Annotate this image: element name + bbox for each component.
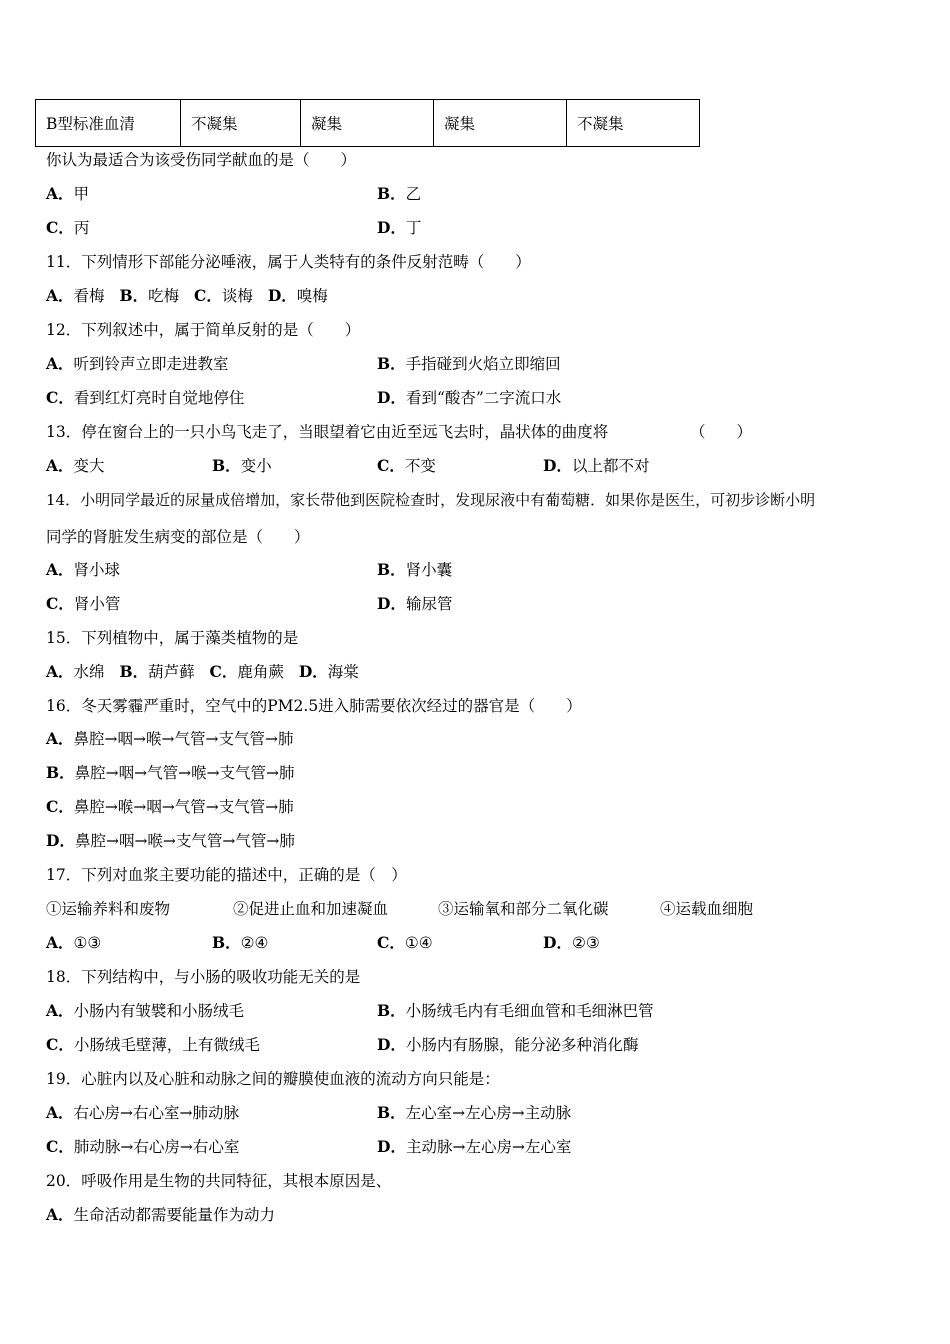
option-c: [46, 1137, 239, 1157]
question-stem: 15．下列植物中，属于藻类植物的是: [46, 629, 299, 647]
option-text: 变小: [240, 457, 272, 475]
option-text: 甲: [73, 185, 90, 203]
option-text: 鼻腔→咽→气管→喉→支气管→肺: [74, 764, 295, 782]
option-label: A．: [46, 1205, 74, 1224]
option-text: 右心房→右心室→肺动脉: [73, 1104, 240, 1122]
option-text: 海棠: [327, 663, 359, 681]
option-text: 主动脉→左心房→左心室: [405, 1138, 572, 1156]
option-c: [46, 218, 89, 238]
option-label: A．: [46, 662, 74, 681]
blood-type-table: [35, 99, 700, 147]
option-text: 肾小管: [73, 595, 121, 613]
option-label: B．: [377, 1103, 406, 1122]
option-label: B．: [46, 763, 75, 782]
statement-item: ③运输氧和部分二氧化碳: [438, 900, 609, 918]
option-text: 嗅梅: [296, 287, 328, 305]
question-stem-continued: 同学的肾脏发生病变的部位是（ ）: [46, 528, 310, 546]
option-a: [46, 933, 101, 953]
option-label: B．: [377, 184, 406, 203]
option-d: [377, 1137, 571, 1157]
option-label: B．: [377, 560, 406, 579]
option-b: [377, 184, 421, 204]
option-text: 肾小囊: [405, 561, 453, 579]
option-text: 不变: [404, 457, 436, 475]
option-label: C．: [46, 1137, 74, 1156]
option-text: 看到红灯亮时自觉地停住: [73, 389, 245, 407]
option-label: C．: [46, 1035, 74, 1054]
statement-item: ④运载血细胞: [660, 900, 754, 918]
option-text: ②④: [240, 934, 269, 952]
option-label: B．: [377, 354, 406, 373]
option-text: 以上都不对: [571, 457, 650, 475]
answer-bracket: （ ）: [690, 423, 753, 441]
option-label: C．: [46, 218, 74, 237]
option-label: C．: [209, 662, 238, 681]
option-text: 小肠内有肠腺，能分泌多种消化酶: [405, 1036, 639, 1054]
option-b: [377, 1001, 654, 1021]
option-label: C．: [46, 594, 74, 613]
option-text: 葫芦藓: [148, 663, 195, 681]
question-stem: 16．冬天雾霾严重时，空气中的PM2.5进入肺需要依次经过的器官是（ ）: [46, 697, 582, 715]
option-d: [377, 218, 421, 238]
question-stem: 11．下列情形下部能分泌唾液，属于人类特有的条件反射范畴（ ）: [46, 253, 531, 271]
option-b: [377, 1103, 571, 1123]
option-label: D．: [298, 662, 328, 681]
table-row: [36, 100, 700, 147]
option-c: [46, 1035, 260, 1055]
option-c: [46, 797, 294, 817]
question-stem: 你认为最适合为该受伤同学献血的是（ ）: [46, 151, 357, 169]
option-d: [543, 933, 600, 953]
option-text: 看到“酸杏”二字流口水: [405, 389, 562, 407]
option-c: [377, 456, 436, 476]
table-cell: 凝集: [434, 100, 567, 147]
option-text: 丙: [73, 219, 90, 237]
option-a: [46, 1001, 244, 1021]
option-label: C．: [194, 286, 222, 305]
statement-item: ②促进止血和加速凝血: [233, 900, 389, 918]
option-text: 输尿管: [405, 595, 453, 613]
option-a: [46, 729, 293, 749]
option-label: B．: [119, 286, 149, 305]
option-text: ②③: [571, 934, 600, 952]
option-label: D．: [543, 456, 572, 475]
option-text: 肺动脉→右心房→右心室: [73, 1138, 240, 1156]
question-stem: 14．小明同学最近的尿量成倍增加，家长带他到医院检查时，发现尿液中有葡萄糖．如果你是医生，可初步诊断小明: [46, 491, 816, 509]
option-label: C．: [377, 456, 405, 475]
table-cell: 凝集: [301, 100, 434, 147]
option-label: D．: [377, 1137, 406, 1156]
option-text: 听到铃声立即走进教室: [73, 355, 229, 373]
option-text: ①③: [73, 934, 102, 952]
question-stem: 12．下列叙述中，属于简单反射的是（ ）: [46, 321, 361, 339]
option-text: 乙: [405, 185, 422, 203]
option-d: [377, 388, 561, 408]
option-label: D．: [267, 286, 297, 305]
option-a: [46, 1103, 239, 1123]
option-label: A．: [46, 933, 74, 952]
option-text: ①④: [404, 934, 433, 952]
option-c: [46, 594, 120, 614]
option-label: A．: [46, 729, 74, 748]
option-text: 鼻腔→咽→喉→支气管→气管→肺: [74, 832, 295, 850]
option-a: [46, 1205, 275, 1225]
option-text: 看梅: [73, 287, 105, 305]
option-label: A．: [46, 354, 74, 373]
option-text: 丁: [405, 219, 422, 237]
option-label: A．: [46, 184, 74, 203]
option-a: [46, 354, 229, 374]
option-b: [212, 933, 268, 953]
option-c: [46, 388, 244, 408]
inline-options: [46, 662, 369, 682]
table-cell: 不凝集: [567, 100, 700, 147]
option-label: D．: [543, 933, 572, 952]
inline-options: [46, 286, 338, 306]
option-a: [46, 456, 105, 476]
question-stem: 20．呼吸作用是生物的共同特征，其根本原因是、: [46, 1172, 392, 1190]
option-text: 小肠内有皱襞和小肠绒毛: [73, 1002, 245, 1020]
option-text: 生命活动都需要能量作为动力: [73, 1206, 276, 1224]
option-text: 手指碰到火焰立即缩回: [405, 355, 561, 373]
option-label: B．: [119, 662, 149, 681]
option-text: 小肠绒毛内有毛细血管和毛细淋巴管: [405, 1002, 654, 1020]
option-b: [377, 354, 561, 374]
option-text: 鼻腔→喉→咽→气管→支气管→肺: [73, 798, 294, 816]
option-label: B．: [212, 933, 241, 952]
option-label: C．: [46, 388, 74, 407]
option-label: B．: [212, 456, 241, 475]
table-row-label: B型标准血清: [36, 100, 181, 147]
option-text: 肾小球: [73, 561, 121, 579]
option-a: [46, 184, 89, 204]
table-cell: 不凝集: [181, 100, 301, 147]
option-text: 变大: [73, 457, 105, 475]
option-c: [377, 933, 433, 953]
option-label: A．: [46, 560, 74, 579]
option-b: [212, 456, 272, 476]
question-stem: 17．下列对血浆主要功能的描述中，正确的是（ ）: [46, 866, 407, 884]
option-d: [377, 1035, 638, 1055]
option-d: [46, 831, 295, 851]
option-text: 鹿角蕨: [237, 663, 284, 681]
option-label: B．: [377, 1001, 406, 1020]
option-b: [377, 560, 452, 580]
option-text: 鼻腔→咽→喉→气管→支气管→肺: [73, 730, 294, 748]
option-text: 谈梅: [221, 287, 253, 305]
option-label: C．: [377, 933, 405, 952]
option-label: A．: [46, 456, 74, 475]
option-label: D．: [377, 388, 406, 407]
option-text: 小肠绒毛壁薄，上有微绒毛: [73, 1036, 260, 1054]
option-label: D．: [46, 831, 75, 850]
option-b: [46, 763, 295, 783]
option-text: 水绵: [73, 663, 105, 681]
option-label: A．: [46, 1001, 74, 1020]
option-a: [46, 560, 120, 580]
option-text: 左心室→左心房→主动脉: [405, 1104, 572, 1122]
option-label: C．: [46, 797, 74, 816]
statement-item: ①运输养料和废物: [46, 900, 171, 918]
option-d: [543, 456, 649, 476]
option-label: A．: [46, 1103, 74, 1122]
option-label: D．: [377, 1035, 406, 1054]
option-label: D．: [377, 594, 406, 613]
question-stem: 18．下列结构中，与小肠的吸收功能无关的是: [46, 968, 361, 986]
option-d: [377, 594, 452, 614]
option-text: 吃梅: [148, 287, 180, 305]
question-stem: 13．停在窗台上的一只小鸟飞走了，当眼望着它由近至远飞去时，晶状体的曲度将: [46, 423, 609, 441]
option-label: A．: [46, 286, 74, 305]
option-label: D．: [377, 218, 406, 237]
question-stem: 19．心脏内以及心脏和动脉之间的瓣膜使血液的流动方向只能是：: [46, 1070, 500, 1088]
